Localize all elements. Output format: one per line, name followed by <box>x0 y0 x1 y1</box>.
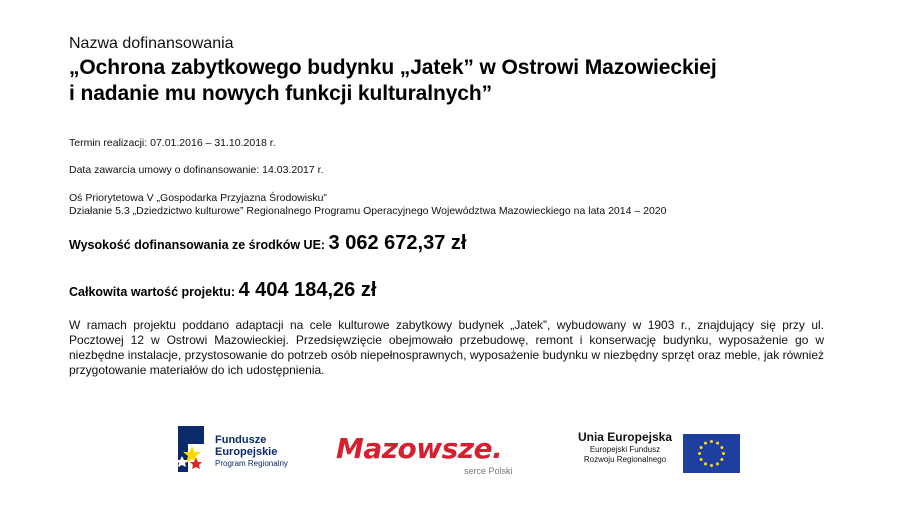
eu-star <box>720 458 723 461</box>
eu-title: Unia Europejska <box>577 430 672 444</box>
fundusze-europejskie-logo <box>176 424 306 476</box>
eu-star <box>720 446 723 449</box>
agreement-date: Data zawarcia umowy o dofinansowanie: 14.03.2017 r. <box>69 164 324 176</box>
eu-star <box>710 464 713 467</box>
project-description: W ramach projektu poddano adaptacji na cele kulturowe zabytkowy budynek „Jatek”, wybudowany w 1903 r., znajdujący się przy ul. Pocztowej 12 w Ostrowi Mazowieckiej. Przedsięwzięcie obejmowało przebudowę, remont i konserwację budynku, wyposażenie go w niezbędne instalacje, przystosowanie do potrzeb osób niepełnosprawnych, wyposażenie budynku w niezbędny sprzęt oraz meble, jak również przygotowanie materiałów do ich udostępnienia. <box>69 318 824 377</box>
eu-star <box>704 462 707 465</box>
eu-flag-icon <box>683 434 740 473</box>
mazowsze-logo <box>336 432 536 482</box>
priority-axis: Oś Priorytetowa V „Gospodarka Przyjazna Środowisku” <box>69 192 327 204</box>
eu-logo <box>572 430 752 480</box>
eu-funding <box>69 232 859 255</box>
eu-funding-label: Wysokość dofinansowania ze środków UE: <box>69 238 329 252</box>
eu-star <box>700 446 703 449</box>
realization-term: Termin realizacji: 07.01.2016 – 31.10.2018 r. <box>69 137 276 149</box>
fe-star-icon <box>178 426 210 472</box>
eu-text <box>578 430 672 465</box>
eu-star <box>716 442 719 445</box>
total-value-amount: 4 404 184,26 zł <box>238 279 377 301</box>
eu-star <box>704 442 707 445</box>
project-title-line2: i nadanie mu nowych funkcji kulturalnych” <box>69 82 492 105</box>
eu-star <box>710 440 713 443</box>
eu-star <box>716 462 719 465</box>
eu-star <box>722 452 725 455</box>
eu-fund-line2: Rozwoju Regionalnego <box>583 455 667 464</box>
fe-line1: Fundusze <box>215 434 267 446</box>
fe-line3: Program Regionalny <box>215 459 288 468</box>
logo-strip <box>0 424 900 484</box>
document-body <box>69 34 859 378</box>
eu-star <box>698 452 701 455</box>
project-title <box>69 55 859 107</box>
fe-line2: Europejskie <box>215 446 278 458</box>
measure-text: Działanie 5.3 „Dziedzictwo kulturowe” Regionalnego Programu Operacyjnego Województwa Mazowieckiego na lata 2014 – 2020 <box>69 205 667 217</box>
mazowsze-tagline: serce Polski <box>464 466 513 476</box>
total-value-label: Całkowita wartość projektu: <box>69 285 239 299</box>
eu-fund-line1: Europejski Fundusz <box>589 445 661 454</box>
fe-text <box>215 434 288 470</box>
mazowsze-wordmark: Mazowsze. <box>336 432 503 465</box>
project-label: Nazwa dofinansowania <box>69 35 234 52</box>
total-value <box>69 279 859 302</box>
eu-funding-value: 3 062 672,37 zł <box>328 232 467 254</box>
eu-star <box>700 458 703 461</box>
project-title-line1: „Ochrona zabytkowego budynku „Jatek” w Ostrowi Mazowieckiej <box>69 56 717 79</box>
